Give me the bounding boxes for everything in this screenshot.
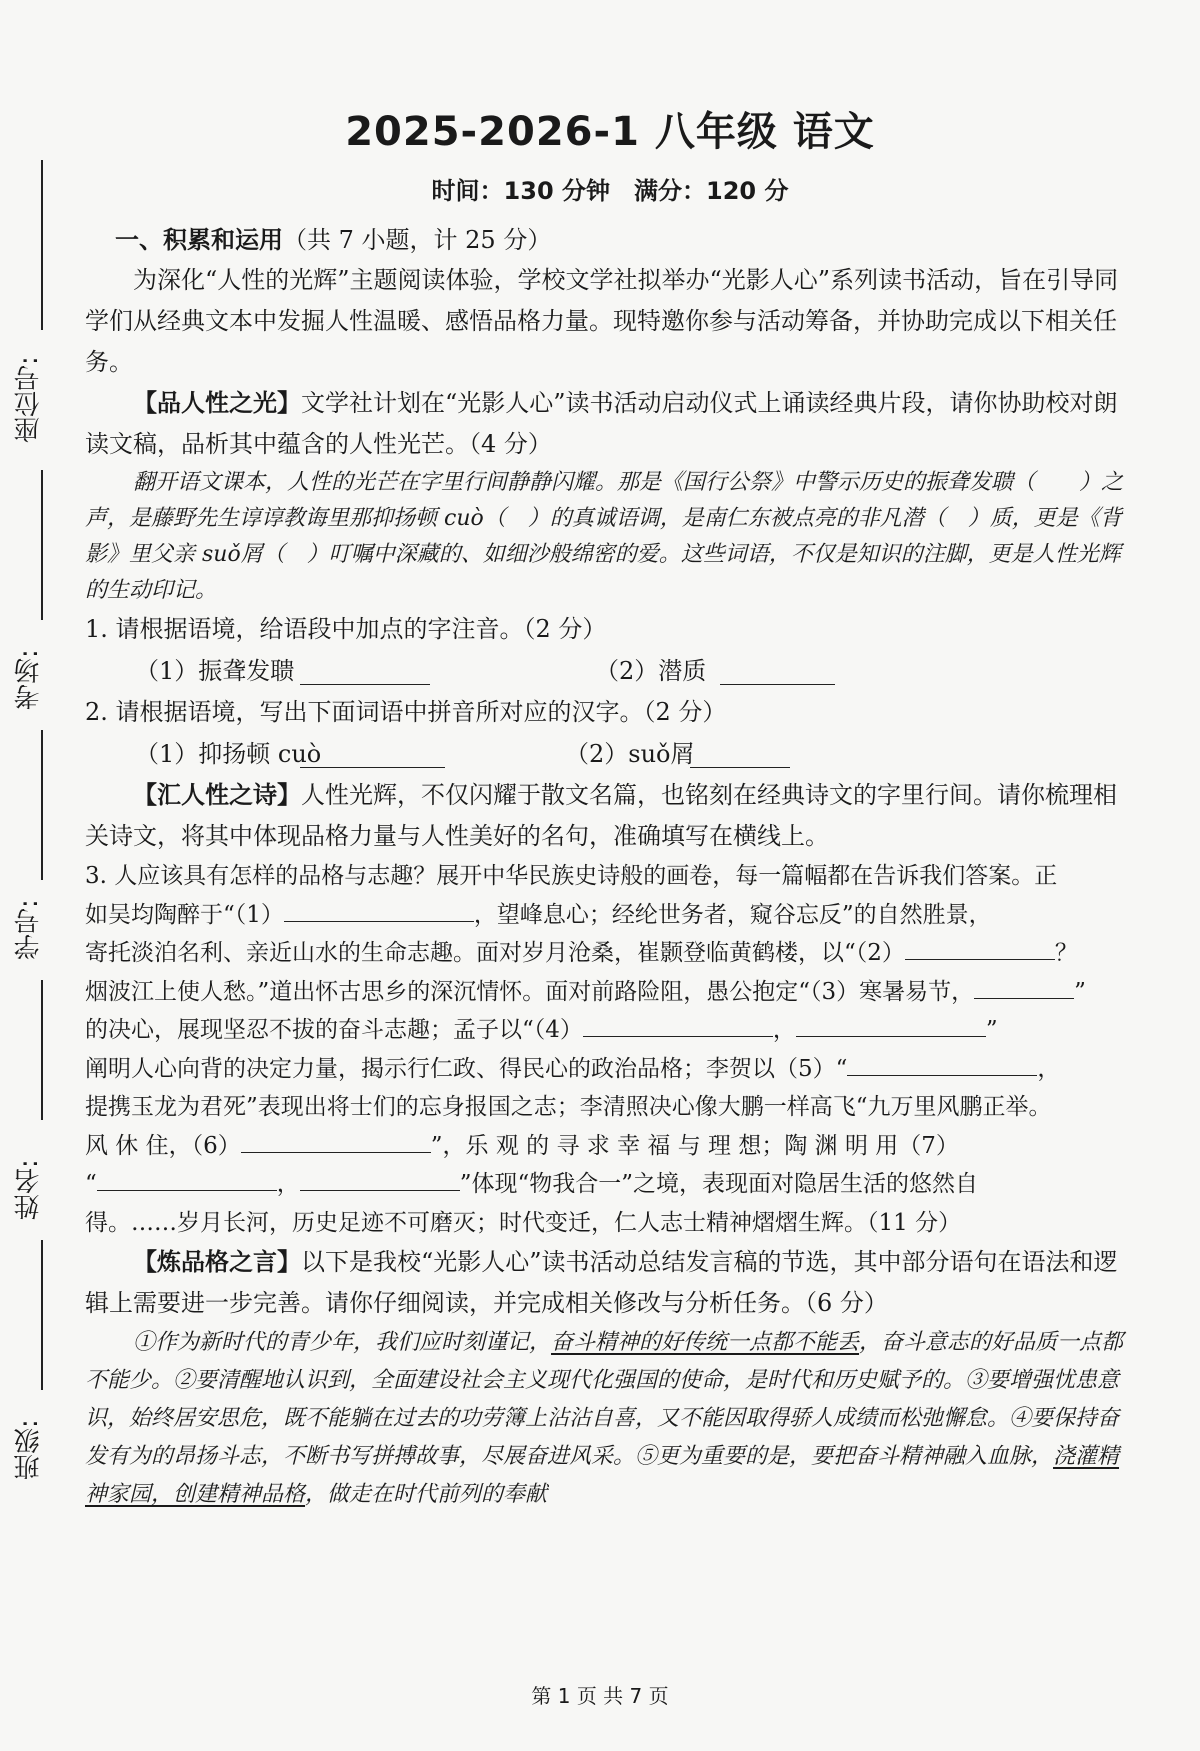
section-title: 一、积累和运用 — [115, 226, 283, 254]
part1-tag: 【品人性之光】 — [133, 389, 301, 417]
name-label: 姓名: — [14, 1159, 44, 1221]
section-note: （共 7 小题，计 25 分） — [283, 226, 552, 254]
q3-blank-6[interactable] — [241, 1128, 431, 1153]
class-line — [41, 1240, 43, 1390]
binding-margin — [0, 0, 70, 1751]
student-no-label: 学号: — [14, 899, 44, 961]
q3-blank-3[interactable] — [974, 974, 1074, 999]
seat-line — [41, 160, 43, 330]
q2-answers — [85, 733, 1135, 775]
part2-tag: 【汇人性之诗】 — [133, 781, 301, 809]
q1-b-blank[interactable] — [720, 660, 835, 685]
q3-blank-4b[interactable] — [796, 1012, 986, 1037]
q3-line9: “ ， ”体现“物我合一”之境，表现面对隐居生活的悠然自 — [85, 1165, 1135, 1204]
q1-b-label: （2）潜质 — [595, 657, 707, 685]
q3-blank-7a[interactable] — [97, 1166, 277, 1191]
q1-answers — [85, 650, 1135, 692]
q3-line5: 的决心，展现坚忍不拔的奋斗志趣；孟子以“（4） ， ” — [85, 1011, 1135, 1050]
exam-title: 2025-2026-1 八年级 语文 — [345, 109, 875, 155]
q3-line2: 如吴均陶醉于“（1） ，望峰息心；经纶世务者，窥谷忘反”的自然胜景， — [85, 896, 1135, 935]
class-label: 班级: — [14, 1419, 44, 1481]
q2-a-label: （1）抑扬顿 cuò — [135, 740, 322, 768]
exam-page — [85, 100, 1135, 1514]
seat-label: 座位号: — [14, 356, 44, 444]
q3-line3: 寄托淡泊名利、亲近山水的生命志趣。面对岁月沧桑，崔颢登临黄鹤楼，以“（2） ？ — [85, 934, 1135, 973]
q1-stem: 1. 请根据语境，给语段中加点的字注音。（2 分） — [85, 615, 607, 643]
part1-text: 文学社计划在“光影人心”读书活动启动仪式上诵读经典片段，请你协助校对朗读文稿，品析其中蕴含的人性光芒。（4 分） — [85, 389, 1118, 458]
section-intro: 为深化“人性的光辉”主题阅读体验，学校文学社拟举办“光影人心”系列读书活动，旨在引导同学们从经典文本中发掘人性温暖、感悟品格力量。现特邀你参与活动筹备，并协助完成以下相关任务。 — [85, 266, 1119, 376]
q3-line4: 烟波江上使人愁。”道出怀古思乡的深沉情怀。面对前路险阻，愚公抱定“（3）寒暑易节， ” — [85, 973, 1135, 1012]
part3-tag: 【炼品格之言】 — [133, 1248, 301, 1276]
part3-instruction — [85, 1242, 1135, 1324]
q3-line1: 3. 人应该具有怎样的品格与志趣？展开中华民族史诗般的画卷，每一篇幅都在告诉我们答案。正 — [85, 863, 1058, 889]
room-label: 考场: — [14, 649, 44, 711]
q3-line7: 提携玉龙为君死”表现出将士们的忘身报国之志；李清照决心像大鹏一样高飞“九万里风鹏正举。 — [85, 1094, 1052, 1120]
part1-instruction — [85, 383, 1135, 465]
q2-b-label: （2）suǒ屑 — [565, 740, 695, 768]
q2-a-blank[interactable] — [300, 743, 445, 768]
q3-blank-2[interactable] — [905, 935, 1055, 960]
part3-passage: ①作为新时代的青少年，我们应时刻谨记，奋斗精神的好传统一点都不能丢，奋斗意志的好品质一点都不能少。②要清醒地认识到，全面建设社会主义现代化强国的使命，是时代和历史赋予的。③要增强忧患意识，始终居安思危，既不能躺在过去的功劳簿上沾沾自喜，又不能因取得骄人成绩而松弛懈怠。④要保持奋发有为的昂扬斗志，不断书写拼搏故事，尽展奋进风采。⑤更为重要的是，要把奋斗精神融入血脉，浇灌精神家园，创建精神品格，做走在时代前列的奉献 — [85, 1330, 1124, 1507]
part1-passage: 翻开语文课本，人性的光芒在字里行间静静闪耀。那是《国行公祭》中警示历史的振聋发聩（ ）之声，是藤野先生谆谆教诲里那抑扬顿 cuò（ ）的真诚语调，是南仁东被点亮的非凡潜（ ）质，更是《背影》里父亲 suǒ屑（ ）叮嘱中深藏的、如细沙般绵密的爱。这些词语，不仅是知识的注脚，更是人性光辉的生动印记。 — [85, 470, 1124, 603]
q2-stem: 2. 请根据语境，写出下面词语中拼音所对应的汉字。（2 分） — [85, 698, 727, 726]
q1-a-blank[interactable] — [300, 660, 430, 685]
section-heading — [115, 220, 1135, 260]
q3-line10: 得。……岁月长河，历史足迹不可磨灭；时代变迁，仁人志士精神熠熠生辉。（11 分） — [85, 1209, 962, 1236]
q3-blank-5[interactable] — [847, 1051, 1037, 1076]
part2-text: 人性光辉，不仅闪耀于散文名篇，也铭刻在经典诗文的字里行间。请你梳理相关诗文，将其中体现品格力量与人性美好的名句，准确填写在横线上。 — [85, 781, 1117, 850]
q1-a-label: （1）振聋发聩 — [135, 657, 295, 685]
q3-blank-1[interactable] — [284, 897, 474, 922]
page-number: 第 1 页 共 7 页 — [531, 1684, 669, 1708]
room-line — [41, 470, 43, 620]
part2-instruction — [85, 775, 1135, 857]
exam-subtitle: 时间：130 分钟 满分：120 分 — [431, 177, 789, 205]
q3-blank-4a[interactable] — [583, 1012, 773, 1037]
underlined-sentence-1: 奋斗精神的好传统一点都不能丢 — [551, 1330, 860, 1355]
q3-line8: 风 休 住，（6） ”，乐 观 的 寻 求 幸 福 与 理 想；陶 渊 明 用（7） — [85, 1127, 1135, 1166]
q2-b-blank[interactable] — [690, 743, 790, 768]
q3-blank-7b[interactable] — [300, 1166, 460, 1191]
student-no-line — [41, 730, 43, 880]
q3-line6: 阐明人心向背的决定力量，揭示行仁政、得民心的政治品格；李贺以（5）“ ， — [85, 1050, 1135, 1089]
underlined-sentence-2: 浇灌精神家园，创建精神品格 — [85, 1444, 1120, 1507]
name-line — [41, 980, 43, 1120]
q3-block — [85, 857, 1135, 1242]
part3-text: 以下是我校“光影人心”读书活动总结发言稿的节选，其中部分语句在语法和逻辑上需要进一步完善。请你仔细阅读，并完成相关修改与分析任务。（6 分） — [85, 1248, 1118, 1317]
